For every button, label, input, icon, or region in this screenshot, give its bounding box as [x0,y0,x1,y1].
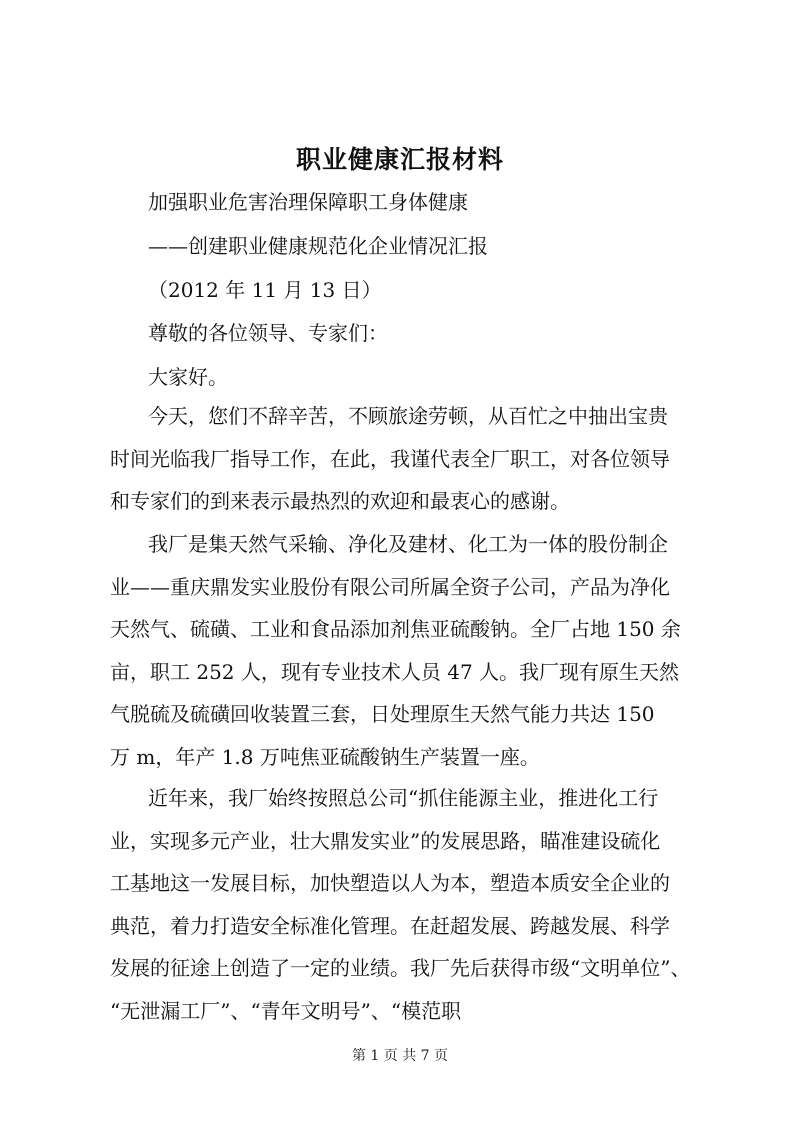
paragraph-line: 气脱硫及硫磺回收装置三套，日处理原生天然气能力共达 150 [110,702,655,726]
paragraph-line: 今天，您们不辞辛苦，不顾旅途劳顿，从百忙之中抽出宝贵 [148,404,668,428]
paragraph-line: 时间光临我厂指导工作，在此，我谨代表全厂职工，对各位领导 [110,446,670,471]
paragraph-line: 业——重庆鼎发实业股份有限公司所属全资子公司，产品为净化 [110,574,670,599]
paragraph-line: 我厂是集天然气采输、净化及建材、化工为一体的股份制企 [148,532,668,556]
paragraph-line: 典范，着力打造安全标准化管理。在赶超发展、跨越发展、科学 [110,913,670,938]
greeting: 大家好。 [148,365,228,389]
paragraph-company-intro [110,523,710,778]
paragraph-line: 和专家们的到来表示最热烈的欢迎和最衷心的感谢。 [110,489,570,513]
paragraph-line: 亩，职工 252 人，现有专业技术人员 47 人。我厂现有原生天然 [110,659,680,684]
paragraph-thanks [110,395,710,523]
paragraph-line: 业，实现多元产业，壮大鼎发实业”的发展思路，瞄准建设硫化 [110,828,661,853]
salutation: 尊敬的各位领导、专家们： [148,321,388,345]
paragraph-line: 近年来，我厂始终按照总公司“抓住能源主业，推进化工行 [148,786,659,810]
paragraph-line: 天然气、硫磺、工业和食品添加剂焦亚硫酸钠。全厂占地 150 余 [110,617,681,641]
paragraph-line: “无泄漏工厂”、“青年文明号”、“模范职 [110,998,462,1023]
document-subtitle: 加强职业危害治理保障职工身体健康 [148,190,468,214]
paragraph-achievements [110,777,710,1032]
page-number-footer: 第 1 页 共 7 页 [351,1048,449,1064]
document-title: 职业健康汇报材料 [295,145,504,174]
document-subheading: ——创建职业健康规范化企业情况汇报 [148,234,488,258]
document-date: （2012 年 11 月 13 日） [148,278,382,302]
paragraph-line: 工基地这一发展目标，加快塑造以人为本，塑造本质安全企业的 [110,871,670,895]
paragraph-line: 发展的征途上创造了一定的业绩。我厂先后获得市级“文明单位”、 [110,956,691,980]
paragraph-line: 万 m，年产 1.8 万吨焦亚硫酸钠生产装置一座。 [110,744,540,769]
